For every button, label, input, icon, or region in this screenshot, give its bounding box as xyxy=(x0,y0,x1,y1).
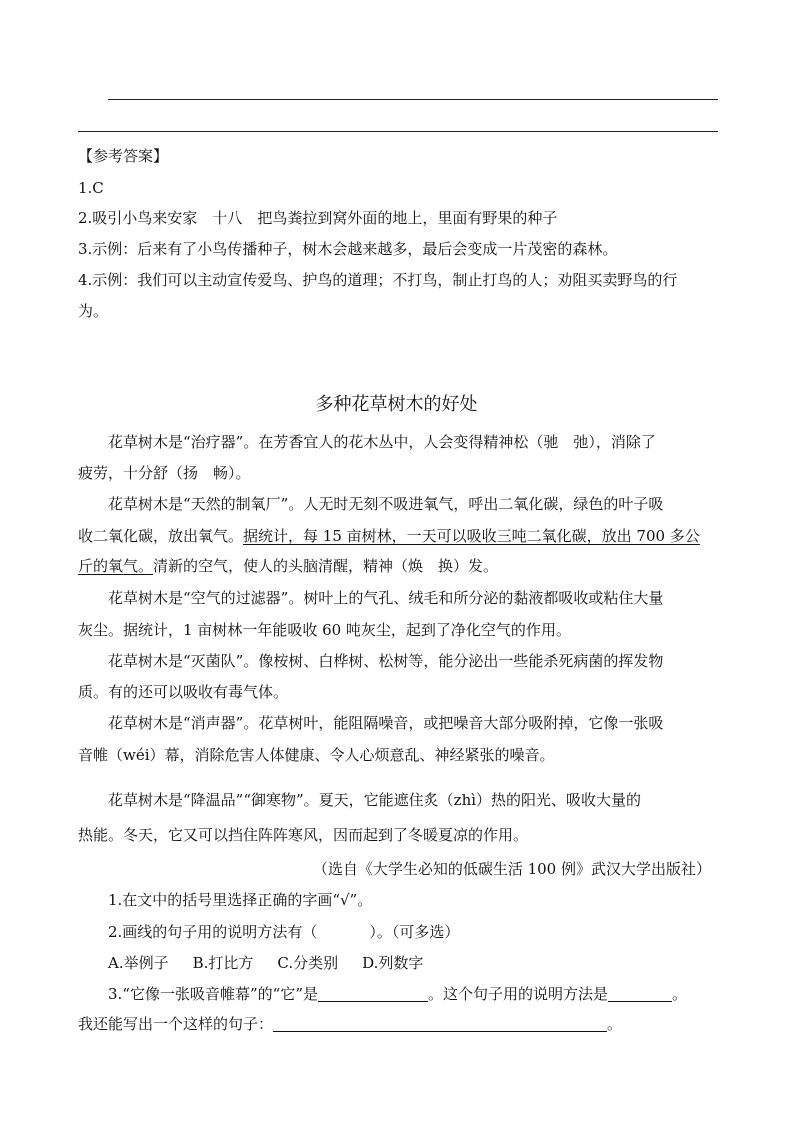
answer-4-line-1: 4.示例：我们可以主动宣传爱鸟、护鸟的道理；不打鸟，制止打鸟的人；劝阻买卖野鸟的行 xyxy=(78,271,678,289)
paragraph-5-line-2: 音帷（wéi）幕，消除危害人体健康、令人心烦意乱、神经紧张的噪音。 xyxy=(78,746,555,764)
paragraph-2-text: 收二氧化碳，放出氧气。 xyxy=(78,527,244,545)
paragraph-6-line-2: 热能。冬天，它又可以挡住阵阵寒风，因而起到了冬暖夏凉的作用。 xyxy=(78,826,529,844)
paragraph-2-text-end: 清新的空气，使人的头脑清醒，精神（焕 换）发。 xyxy=(153,557,499,575)
question-3-line-1 xyxy=(108,984,687,1004)
answer-line-bottom xyxy=(78,131,718,132)
paragraph-4-line-1: 花草树木是“灭菌队”。像桉树、白桦树、松树等，能分泌出一些能杀死病菌的挥发物 xyxy=(108,652,664,670)
underlined-sentence: 据统计，每 15 亩树林，一天可以吸收三吨二氧化碳，放出 700 多公 xyxy=(243,527,700,545)
question-2-text-end: ）。（可多选） xyxy=(369,923,460,941)
article-source: （选自《大学生必知的低碳生活 100 例》武汉大学出版社） xyxy=(312,860,711,878)
option-a[interactable]: A.举例子 xyxy=(108,954,169,972)
answer-4-line-2: 为。 xyxy=(78,302,109,320)
paragraph-3-line-2: 灰尘。据统计，1 亩树林一年能吸收 60 吨灰尘，起到了净化空气的作用。 xyxy=(78,621,571,639)
option-c[interactable]: C.分类别 xyxy=(277,954,339,972)
question-3-blank-2[interactable] xyxy=(608,985,672,1002)
question-3-text-end: 。 xyxy=(672,985,688,1003)
option-b[interactable]: B.打比方 xyxy=(192,954,254,972)
article-title: 多种花草树木的好处 xyxy=(315,394,478,415)
question-3-blank-3[interactable] xyxy=(273,1015,607,1032)
question-2 xyxy=(108,922,459,942)
question-3-blank-1[interactable] xyxy=(318,985,428,1002)
paragraph-1-line-1: 花草树木是“治疗器”。在芳香宜人的花木丛中，人会变得精神松（驰 弛），消除了 xyxy=(108,433,656,451)
question-2-options xyxy=(108,953,447,973)
question-1: 1.在文中的括号里选择正确的字画“√”。 xyxy=(108,891,373,909)
answers-heading: 【参考答案】 xyxy=(78,147,169,165)
question-3-text: 3.“它像一张吸音帷幕”的“它”是 xyxy=(108,985,318,1003)
paragraph-2-line-3 xyxy=(78,556,498,576)
question-3-prompt-end: 。 xyxy=(607,1015,623,1033)
paragraph-1-line-2: 疲劳，十分舒（扬 畅）。 xyxy=(78,464,251,482)
question-3-line-2 xyxy=(78,1014,622,1034)
question-2-text: 2.画线的句子用的说明方法有（ xyxy=(108,923,318,941)
paragraph-6-line-1: 花草树木是“降温品”“御寒物”。夏天，它能遮住炙（zhì）热的阳光、吸收大量的 xyxy=(108,791,642,809)
question-3-prompt: 我还能写出一个这样的句子： xyxy=(78,1015,274,1033)
answer-2: 2.吸引小鸟来安家 十八 把鸟粪拉到窝外面的地上，里面有野果的种子 xyxy=(78,209,558,227)
paragraph-4-line-2: 质。有的还可以吸收有毒气体。 xyxy=(78,683,289,701)
paragraph-2-line-1: 花草树木是“天然的制氧厂”。人无时无刻不吸进氧气，呼出二氧化碳，绿色的叶子吸 xyxy=(108,495,664,513)
answer-3: 3.示例：后来有了小鸟传播种子，树木会越来越多，最后会变成一片茂密的森林。 xyxy=(78,240,618,258)
paragraph-3-line-1: 花草树木是“空气的过滤器”。树叶上的气孔、绒毛和所分泌的黏液都吸收或粘住大量 xyxy=(108,589,664,607)
question-3-text-mid: 。这个句子用的说明方法是 xyxy=(428,985,609,1003)
underlined-sentence-end: 斤的氧气。 xyxy=(78,557,154,575)
paragraph-5-line-1: 花草树木是“消声器”。花草树叶，能阻隔噪音，或把噪音大部分吸附掉，它像一张吸 xyxy=(108,714,664,732)
answer-line-top xyxy=(108,99,718,100)
paragraph-2-line-2 xyxy=(78,526,700,546)
answer-1: 1.C xyxy=(78,179,104,197)
option-d[interactable]: D.列数字 xyxy=(362,954,424,972)
